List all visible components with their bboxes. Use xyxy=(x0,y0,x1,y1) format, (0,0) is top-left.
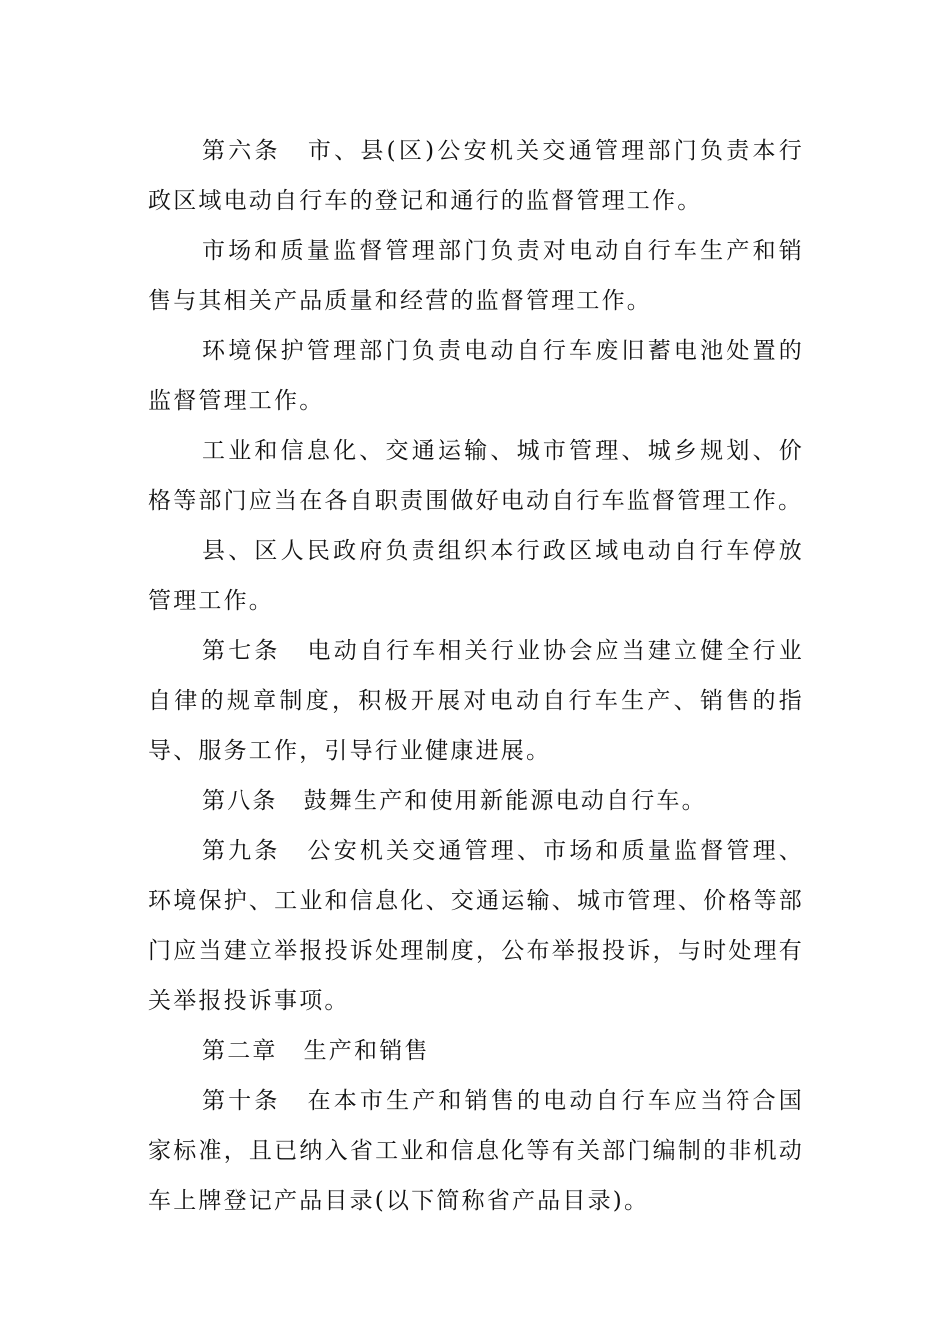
article-label: 第十条 xyxy=(202,1088,281,1114)
paragraph-article-10 xyxy=(148,1076,804,1226)
paragraph-district-government xyxy=(148,526,804,626)
paragraph-article-7 xyxy=(148,626,804,776)
paragraph-other-departments xyxy=(148,426,804,526)
chapter-title: 生产和销售 xyxy=(303,1038,430,1064)
paragraph-text: 鼓舞生产和使用新能源电动自行车。 xyxy=(303,788,707,814)
paragraph-market-supervision xyxy=(148,226,804,326)
article-label: 第六条 xyxy=(202,138,281,164)
paragraph-text: 在本市生产和销售的电动自行车应当符合国家标准，且已纳入省工业和信息化等有关部门编制的非机动车上牌登记产品目录(以下简称省产品目录)。 xyxy=(148,1088,804,1214)
article-label: 第八条 xyxy=(202,788,278,814)
article-label: 第九条 xyxy=(202,838,281,864)
paragraph-article-8 xyxy=(148,776,804,826)
paragraph-text: 工业和信息化、交通运输、城市管理、城乡规划、价格等部门应当在各自职责围做好电动自行车监督管理工作。 xyxy=(148,438,804,514)
chapter-label: 第二章 xyxy=(202,1038,278,1064)
paragraph-text: 县、区人民政府负责组织本行政区域电动自行车停放管理工作。 xyxy=(148,538,804,614)
article-label: 第七条 xyxy=(202,638,281,664)
paragraph-environment xyxy=(148,326,804,426)
document-page xyxy=(148,126,804,1226)
paragraph-text: 公安机关交通管理、市场和质量监督管理、环境保护、工业和信息化、交通运输、城市管理、价格等部门应当建立举报投诉处理制度，公布举报投诉，与时处理有关举报投诉事项。 xyxy=(148,838,804,1014)
paragraph-text: 电动自行车相关行业协会应当建立健全行业自律的规章制度，积极开展对电动自行车生产、销售的指导、服务工作，引导行业健康进展。 xyxy=(148,638,804,764)
paragraph-text: 市场和质量监督管理部门负责对电动自行车生产和销售与其相关产品质量和经营的监督管理工作。 xyxy=(148,238,804,314)
chapter-heading xyxy=(148,1026,804,1076)
paragraph-text: 环境保护管理部门负责电动自行车废旧蓄电池处置的监督管理工作。 xyxy=(148,338,804,414)
paragraph-article-9 xyxy=(148,826,804,1026)
paragraph-article-6 xyxy=(148,126,804,226)
paragraph-text: 市、县(区)公安机关交通管理部门负责本行政区域电动自行车的登记和通行的监督管理工作。 xyxy=(148,138,804,214)
